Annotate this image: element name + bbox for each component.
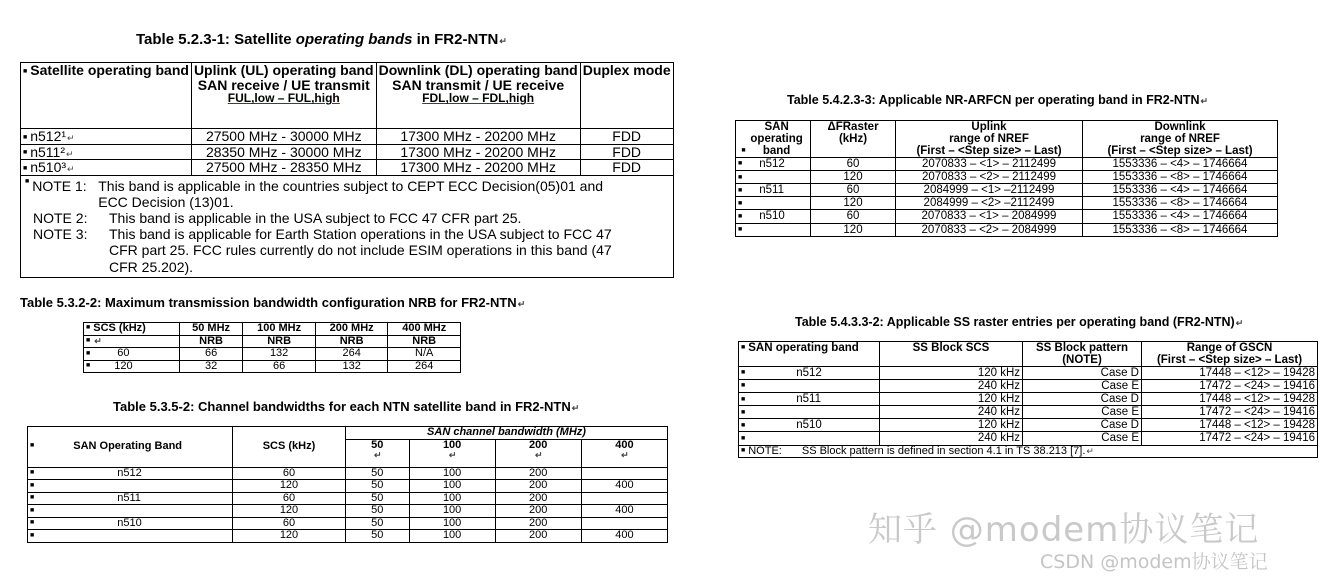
t5-h-scs: SS Block SCS [880, 342, 1023, 367]
t5-h-band: ■ SAN operating band [739, 342, 880, 367]
t1-note-1: ■ NOTE 1: This band is applicable in the countries subject to CEPT ECC Decision(05)01 and ECC Decision (13)01. [25, 178, 604, 211]
t2-h-scs: ■ SCS (kHz) [84, 323, 180, 336]
t4-table [735, 120, 1278, 237]
t3-h-400: 400 ↵ [581, 439, 667, 467]
table-row: ■ n510 60 50 100 200 [28, 517, 668, 530]
t5-h-gscn: Range of GSCN (First – <Step size> – Last) [1142, 342, 1318, 367]
t5-h-pattern: SS Block pattern (NOTE) [1023, 342, 1142, 367]
table-row: ■ 120 50 100 200 400 [28, 505, 668, 518]
t1-note-3: NOTE 3: This band is applicable for Earth Station operations in the USA subject to FCC 47 CFR part 25. FCC rules currently do not include ESIM operations in this band (47 CFR 25.202). [33, 226, 612, 275]
watermark-csdn: CSDN @modem协议笔记 [1040, 551, 1268, 573]
table-row: ■ n511 60 2084999 – <1> –2112499 1553336 – <4> – 1746664 [736, 184, 1278, 197]
t3-h-band: ■ SAN Operating Band [28, 427, 233, 468]
t3-h-group: SAN channel bandwidth (MHz) [346, 427, 668, 440]
t4-caption: Table 5.4.2.3-3: Applicable NR-ARFCN per operating band in FR2-NTN↵ [787, 93, 1209, 107]
t4-h-raster: ΔFRaster (kHz) [811, 121, 896, 158]
t2-h-100: 100 MHz [243, 323, 316, 336]
t4-h-band: ■SAN operating band [736, 121, 811, 158]
t3-table [27, 426, 668, 543]
t1-h-band: ■ Satellite operating band [21, 63, 192, 129]
table-row: ■ n511²↵ 28350 MHz - 30000 MHz 17300 MHz - 20200 MHz FDD [21, 144, 674, 160]
t3-h-100: 100 ↵ [409, 439, 495, 467]
t1-h-duplex: Duplex mode [580, 63, 673, 129]
t3-h-200: 200 ↵ [495, 439, 581, 467]
table-row: ■ n510³↵ 27500 MHz - 28350 MHz 17300 MHz - 20200 MHz FDD [21, 160, 674, 176]
table-row: ■ 240 kHz Case E 17472 – <24> – 19416 [739, 380, 1318, 393]
t1-h-dl: Downlink (DL) operating band SAN transmit / UE receive FDL,low – FDL,high [376, 63, 580, 129]
t3-h-50: 50 ↵ [346, 439, 410, 467]
table-row: ■ 120 2084999 – <2> –2112499 1553336 – <8> – 1746664 [736, 197, 1278, 210]
t1-caption-italic: operating bands [295, 31, 413, 48]
t2-h-50: 50 MHz [179, 323, 242, 336]
table-row: ■ 240 kHz Case E 17472 – <24> – 19416 [739, 406, 1318, 419]
t1-notes [21, 176, 674, 278]
table-row: ■ n510 60 2070833 – <1> – 2084999 1553336 – <4> – 1746664 [736, 210, 1278, 223]
t2-caption: Table 5.3.2-2: Maximum transmission bandwidth configuration NRB for FR2-NTN↵ [20, 295, 526, 310]
t5-note: ■ NOTE: SS Block pattern is defined in section 4.1 in TS 38.213 [7].↵ [739, 445, 1318, 458]
watermark-zhihu: 知乎 @modem协议笔记 [868, 510, 1260, 550]
table-row: ■ 120 50 100 200 400 [28, 480, 668, 493]
table-row: ■ n511 120 kHz Case D 17448 – <12> – 19428 [739, 393, 1318, 406]
t3-h-scs: SCS (kHz) [233, 427, 346, 468]
t1-h-ul: Uplink (UL) operating band SAN receive / UE transmit FUL,low – FUL,high [191, 63, 376, 129]
t1-note-2: NOTE 2: This band is applicable in the USA subject to FCC 47 CFR part 25. [33, 210, 522, 227]
table-row: ■ 120 2070833 – <2> – 2084999 1553336 – <8> – 1746664 [736, 223, 1278, 236]
t1-caption [136, 31, 507, 48]
table-row: ■ 120 2070833 – <2> – 2112499 1553336 – <8> – 1746664 [736, 171, 1278, 184]
t1-table [20, 62, 674, 278]
table-row: ■ n512¹↵ 27500 MHz - 30000 MHz 17300 MHz - 20200 MHz FDD [21, 129, 674, 145]
t1-caption-suffix: in FR2-NTN [412, 31, 499, 48]
t2-table: ■ SCS (kHz) 50 MHz 100 MHz 200 MHz 400 MHz ■ ↵ NRB NRB NRB NRB ■ 60 66 132 264 N/A ■ 120 32 66 132 264 [83, 322, 461, 373]
table-row: ■ 120 32 66 132 264 [84, 360, 461, 373]
t5-table [738, 341, 1318, 458]
table-row: ■ n512 60 2070833 – <1> – 2112499 1553336 – <4> – 1746664 [736, 158, 1278, 171]
t2-h-400: 400 MHz [388, 323, 461, 336]
table-row: ■ n510 120 kHz Case D 17448 – <12> – 19428 [739, 419, 1318, 432]
table-row: ■ n511 60 50 100 200 [28, 492, 668, 505]
t4-h-ul: Uplink range of NREF (First – <Step size> – Last) [896, 121, 1083, 158]
t2-h-200: 200 MHz [315, 323, 388, 336]
table-row: ■ n512 120 kHz Case D 17448 – <12> – 19428 [739, 367, 1318, 380]
t5-caption: Table 5.4.3.3-2: Applicable SS raster entries per operating band (FR2-NTN)↵ [795, 315, 1244, 329]
t1-caption-prefix: Table 5.2.3-1: Satellite [136, 31, 296, 48]
table-row: ■ 60 66 132 264 N/A [84, 348, 461, 361]
t4-h-dl: Downlink range of NREF (First – <Step size> – Last) [1083, 121, 1278, 158]
table-row: ■ 120 50 100 200 400 [28, 530, 668, 543]
pilcrow: ↵ [499, 36, 507, 46]
table-row: ■ 240 kHz Case E 17472 – <24> – 19416 [739, 432, 1318, 445]
t3-caption: Table 5.3.5-2: Channel bandwidths for each NTN satellite band in FR2-NTN↵ [113, 399, 580, 414]
table-row: ■ n512 60 50 100 200 [28, 467, 668, 480]
